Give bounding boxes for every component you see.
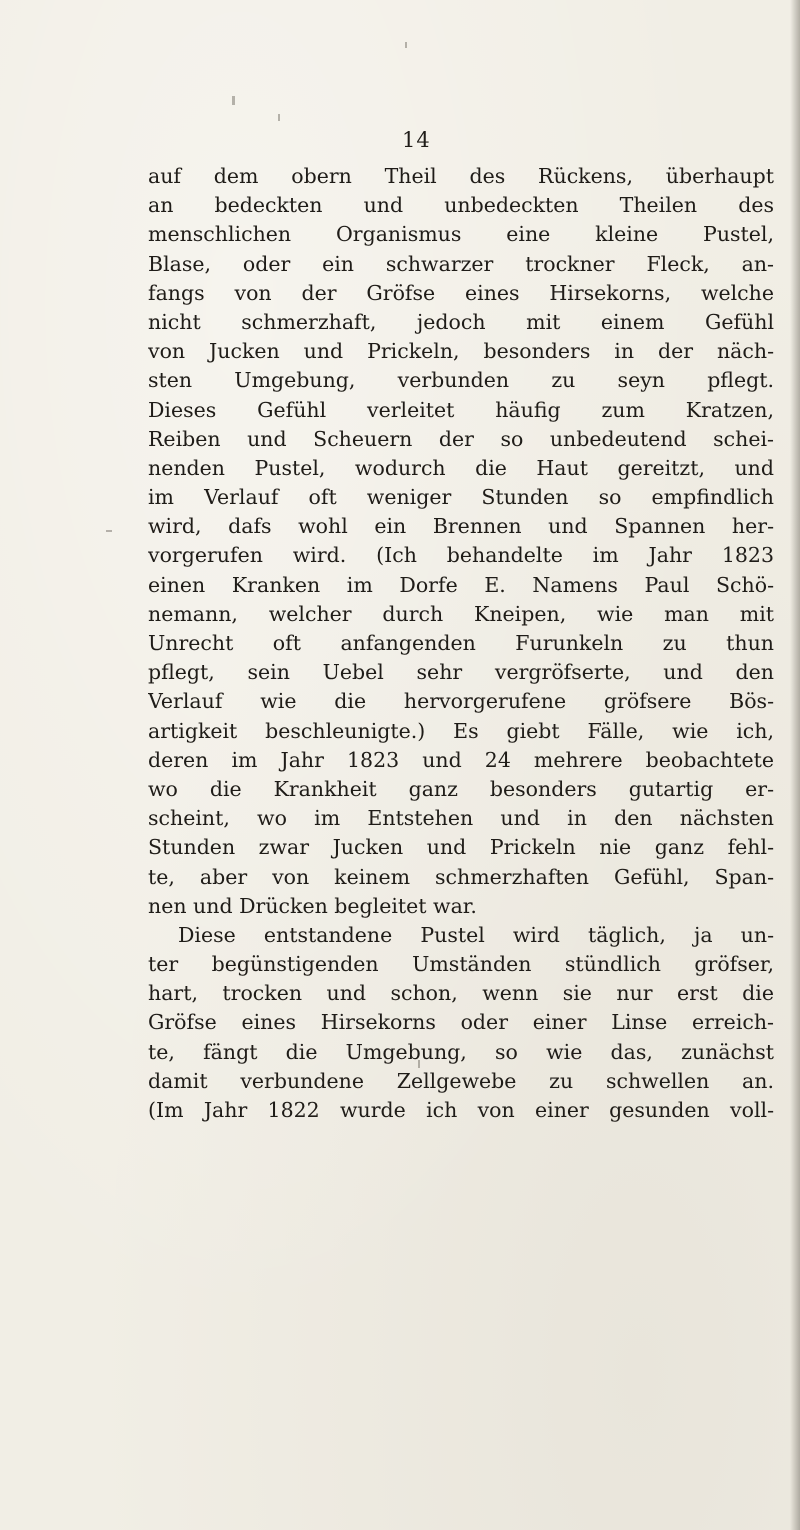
text-line: wo die Krankheit ganz besonders gutartig er-: [148, 776, 774, 801]
text-line: deren im Jahr 1823 und 24 mehrere beobachtete: [148, 747, 774, 772]
text-line: scheint, wo im Entstehen und in den nächsten: [148, 806, 774, 831]
text-line: hart, trocken und schon, wenn sie nur erst die: [148, 981, 774, 1006]
text-line: Unrecht oft anfangenden Furunkeln zu thun: [148, 631, 774, 655]
page-edge-shadow: [790, 0, 800, 1530]
text-line: artigkeit beschleunigte.) Es giebt Fälle, wie ich,: [148, 718, 774, 743]
text-line: von Jucken und Prickeln, besonders in der näch-: [148, 339, 774, 364]
scan-speck: [232, 96, 235, 105]
text-line: (Im Jahr 1822 wurde ich von einer gesunden voll-: [148, 1098, 774, 1122]
text-line: fangs von der Gröfse eines Hirsekorns, welche: [148, 280, 774, 305]
text-line: nicht schmerzhaft, jedoch mit einem Gefühl: [148, 309, 774, 334]
text-line: wird, dafs wohl ein Brennen und Spannen her-: [148, 514, 774, 539]
text-line: Diese entstandene Pustel wird täglich, ja un-: [178, 922, 774, 947]
text-line: nenden Pustel, wodurch die Haut gereitzt, und: [148, 455, 774, 480]
text-line: nen und Drücken begleitet war.: [148, 893, 477, 918]
text-line: te, aber von keinem schmerzhaften Gefühl, Span-: [148, 864, 774, 889]
text-line: Verlauf wie die hervorgerufene gröfsere Bös-: [148, 689, 774, 714]
scan-speck: [278, 114, 280, 121]
text-line: Reiben und Scheuern der so unbedeutend schei-: [148, 426, 774, 451]
text-line: menschlichen Organismus eine kleine Pustel,: [148, 222, 774, 247]
text-line: Gröfse eines Hirsekorns oder einer Linse erreich-: [148, 1010, 774, 1035]
page-number: 14: [402, 128, 431, 152]
text-line: nemann, welcher durch Kneipen, wie man mit: [148, 601, 774, 626]
text-line: Stunden zwar Jucken und Prickeln nie ganz fehl-: [148, 835, 774, 860]
text-line: ter begünstigenden Umständen stündlich gröfser,: [148, 952, 774, 977]
text-line: einen Kranken im Dorfe E. Namens Paul Schö-: [148, 572, 774, 597]
text-line: te, fängt die Umgebung, so wie das, zunächst: [148, 1039, 774, 1064]
text-line: damit verbundene Zellgewebe zu schwellen an.: [148, 1068, 774, 1093]
text-line: Blase, oder ein schwarzer trockner Fleck, an-: [148, 251, 774, 276]
scan-speck: [106, 530, 112, 532]
text-line: vorgerufen wird. (Ich behandelte im Jahr 1823: [148, 543, 774, 568]
text-line: an bedeckten und unbedeckten Theilen des: [148, 193, 774, 218]
body-text: [148, 162, 774, 1125]
text-line: pflegt, sein Uebel sehr vergröfserte, und den: [148, 660, 774, 685]
text-line: sten Umgebung, verbunden zu seyn pflegt.: [148, 368, 774, 393]
text-line: Dieses Gefühl verleitet häufig zum Kratzen,: [148, 397, 774, 422]
scan-speck: [405, 42, 407, 48]
text-line: auf dem obern Theil des Rückens, überhaupt: [148, 164, 774, 188]
text-line: im Verlauf oft weniger Stunden so empfindlich: [148, 485, 774, 510]
